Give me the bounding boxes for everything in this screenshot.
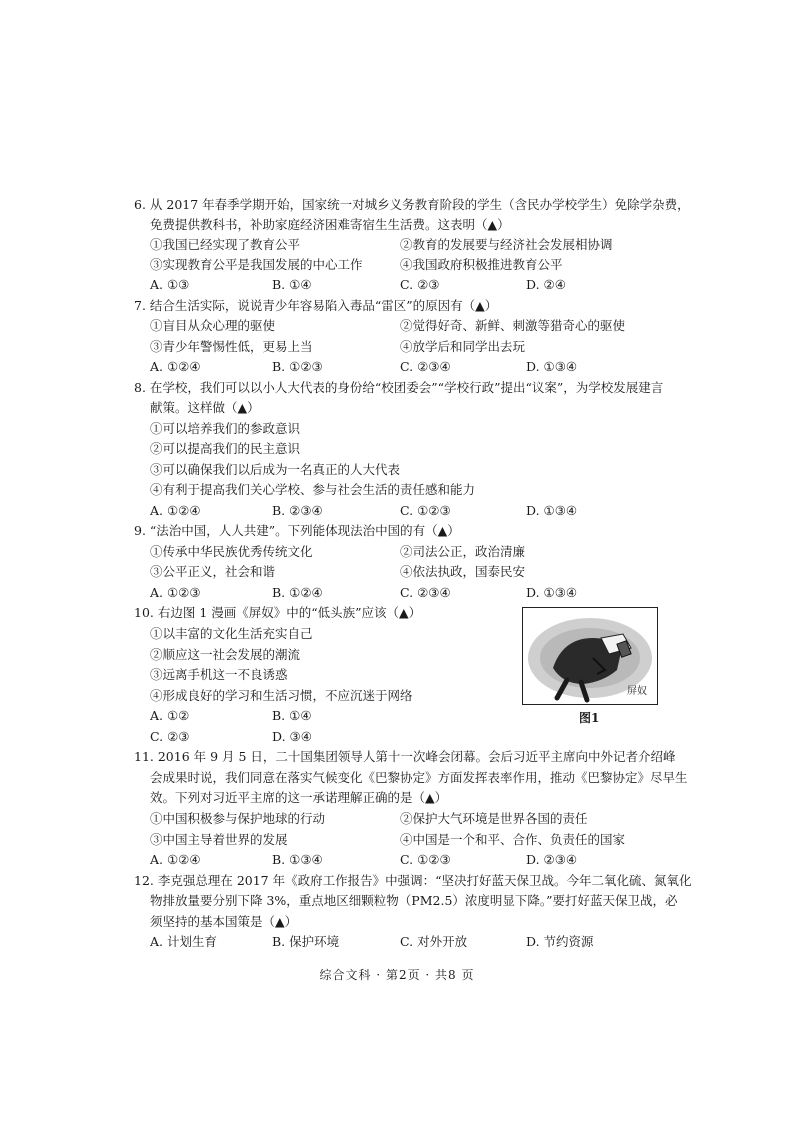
page-footer: 综合文科 · 第2页 · 共8 页: [319, 968, 475, 982]
q11-choice-b[interactable]: B. ①③④: [272, 852, 323, 867]
q11-stem-line-1: 11. 2016 年 9 月 5 日，二十国集团领导人第十一次峰会闭幕。会后习近平主席向中外记者介绍峰: [134, 749, 676, 764]
q9-item-3: ③公平正义，社会和谐: [150, 564, 276, 579]
q7-stem-line-1: 7. 结合生活实际，说说青少年容易陷入毒品“雷区”的原因有（▲）: [134, 298, 498, 313]
q10-choice-c[interactable]: C. ②③: [150, 729, 190, 744]
q6-stem-line-1: 6. 从 2017 年春季学期开始，国家统一对城乡义务教育阶段的学生（含民办学校学生）免除学杂费，: [134, 197, 690, 212]
cartoon-label: 屏奴: [627, 686, 647, 697]
q8-choice-a[interactable]: A. ①②④: [150, 503, 201, 518]
q11-item-1: ①中国积极参与保护地球的行动: [150, 811, 326, 826]
q7-item-1: ①盲目从众心理的驱使: [150, 318, 276, 333]
q6-item-1: ①我国已经实现了教育公平: [150, 237, 301, 252]
q9-choice-a[interactable]: A. ①②③: [150, 585, 201, 600]
q8-stem-line-2: 献策。这样做（▲）: [150, 400, 260, 415]
q12-choice-a[interactable]: A. 计划生育: [150, 934, 217, 949]
q12-choice-b[interactable]: B. 保护环境: [272, 934, 340, 949]
q8-choice-c[interactable]: C. ①②③: [400, 503, 451, 518]
q6-stem-line-2: 免费提供教科书，补助家庭经济困难寄宿生生活费。这表明（▲）: [150, 217, 510, 232]
q11-item-4: ④中国是一个和平、合作、负责任的国家: [400, 832, 626, 847]
cartoon-figure: [522, 607, 658, 705]
q12-stem-line-1: 12. 李克强总理在 2017 年《政府工作报告》中强调：“坚决打好蓝天保卫战。今年二氧化硫、氮氧化: [134, 873, 692, 888]
q7-choice-d[interactable]: D. ①③④: [526, 359, 578, 374]
q11-choice-c[interactable]: C. ①②③: [400, 852, 451, 867]
q7-choice-c[interactable]: C. ②③④: [400, 359, 451, 374]
q10-choice-a[interactable]: A. ①②: [150, 708, 190, 723]
q8-item-1: ①可以培养我们的参政意识: [150, 421, 301, 436]
q8-item-3: ③可以确保我们以后成为一名真正的人大代表: [150, 462, 401, 477]
q7-choice-a[interactable]: A. ①②④: [150, 359, 201, 374]
q10-item-1: ①以丰富的文化生活充实自己: [150, 626, 313, 641]
q9-stem-line-1: 9. “法治中国，人人共建”。下列能体现法治中国的有（▲）: [134, 523, 460, 538]
q11-item-3: ③中国主导着世界的发展: [150, 832, 288, 847]
q11-choice-d[interactable]: D. ②③④: [526, 852, 578, 867]
q6-choice-d[interactable]: D. ②④: [526, 277, 566, 292]
q10-choice-d[interactable]: D. ③④: [272, 729, 312, 744]
q8-item-2: ②可以提高我们的民主意识: [150, 441, 301, 456]
q6-choice-b[interactable]: B. ①④: [272, 277, 312, 292]
q9-choice-c[interactable]: C. ②③④: [400, 585, 451, 600]
q12-choice-c[interactable]: C. 对外开放: [400, 934, 468, 949]
q8-stem-line-1: 8. 在学校，我们可以以小人大代表的身份给“校团委会”“学校行政”提出“议案”，为学校发展建言: [134, 380, 664, 395]
q11-stem-line-3: 效。下列对习近平主席的这一承诺理解正确的是（▲）: [150, 790, 448, 805]
figure-caption: 图1: [579, 711, 600, 725]
q10-item-4: ④形成良好的学习和生活习惯，不应沉迷于网络: [150, 688, 413, 703]
q9-item-2: ②司法公正，政治清廉: [400, 544, 526, 559]
q9-choice-d[interactable]: D. ①③④: [526, 585, 578, 600]
q6-item-2: ②教育的发展要与经济社会发展相协调: [400, 237, 613, 252]
q7-item-4: ④放学后和同学出去玩: [400, 339, 526, 354]
q7-item-3: ③青少年警惕性低，更易上当: [150, 339, 313, 354]
q10-item-3: ③远离手机这一不良诱惑: [150, 667, 288, 682]
q11-choice-a[interactable]: A. ①②④: [150, 852, 201, 867]
q7-item-2: ②觉得好奇、新鲜、刺激等猎奇心的驱使: [400, 318, 626, 333]
q9-choice-b[interactable]: B. ①②④: [272, 585, 323, 600]
q6-choice-a[interactable]: A. ①③: [150, 277, 190, 292]
q8-choice-d[interactable]: D. ①③④: [526, 503, 578, 518]
q12-stem-line-3: 须坚持的基本国策是（▲）: [150, 914, 298, 929]
q6-item-4: ④我国政府积极推进教育公平: [400, 257, 563, 272]
q6-item-3: ③实现教育公平是我国发展的中心工作: [150, 257, 363, 272]
q8-choice-b[interactable]: B. ②③④: [272, 503, 323, 518]
q11-stem-line-2: 会成果时说，我们同意在落实气候变化《巴黎协定》方面发挥表率作用，推动《巴黎协定》尽早生: [150, 770, 688, 785]
q7-choice-b[interactable]: B. ①②③: [272, 359, 323, 374]
q10-item-2: ②顺应这一社会发展的潮流: [150, 647, 301, 662]
q10-choice-b[interactable]: B. ①④: [272, 708, 312, 723]
q6-choice-c[interactable]: C. ②③: [400, 277, 440, 292]
q12-choice-d[interactable]: D. 节约资源: [526, 934, 594, 949]
q9-item-4: ④依法执政，国泰民安: [400, 564, 526, 579]
q11-item-2: ②保护大气环境是世界各国的责任: [400, 811, 588, 826]
q9-item-1: ①传承中华民族优秀传统文化: [150, 544, 313, 559]
q12-stem-line-2: 物排放量要分别下降 3%，重点地区细颗粒物（PM2.5）浓度明显下降。”要打好蓝天保卫战，必: [150, 893, 678, 908]
q8-item-4: ④有利于提高我们关心学校、参与社会生活的责任感和能力: [150, 482, 476, 497]
q10-stem-line-1: 10. 右边图 1 漫画《屏奴》中的“低头族”应该（▲）: [134, 605, 422, 620]
